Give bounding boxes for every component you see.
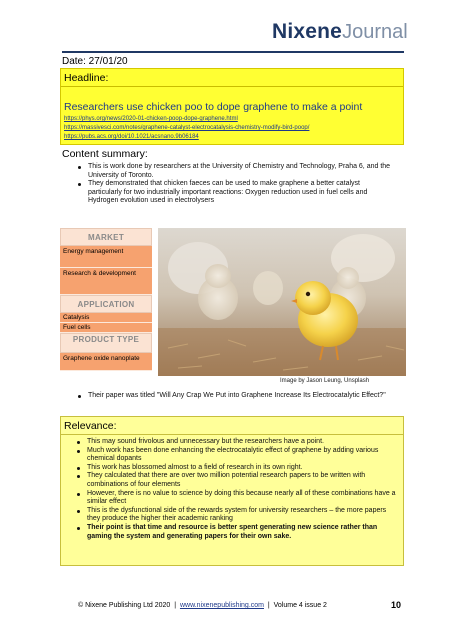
source-link-phys[interactable]: https://phys.org/news/2020-01-chicken-poop-dope-graphene.html (64, 116, 238, 122)
list-item: This work has blossomed almost to a field of research in its own right. (75, 464, 397, 473)
application-item: Catalysis (60, 313, 152, 323)
list-item: Much work has been done enhancing the electrocatalytic effect of graphene by adding various chemical dopants (75, 447, 397, 464)
headline-label: Headline: (64, 72, 109, 84)
source-link-acs[interactable]: https://pubs.acs.org/doi/10.1021/acsnano.9b06184 (64, 134, 199, 140)
list-item: However, there is no value to science by doing this because nearly all of these combinations have a similar effect (75, 490, 397, 507)
content-summary-title: Content summary: (62, 148, 148, 160)
market-heading: MARKET (60, 228, 152, 246)
market-item: Research & development (60, 268, 152, 295)
page-number: 10 (391, 600, 402, 610)
list-item: Their point is that time and resource is better spent generating new science rather than gaming the system and generating papers for their own sake. (75, 524, 397, 541)
list-item: Their paper was titled "Will Any Crap We Put into Graphene Increase Its Electrocatalytic Effect?" (76, 392, 396, 401)
market-item: Energy management (60, 246, 152, 268)
paper-title-list (76, 392, 396, 401)
product-type-heading: PRODUCT TYPE (60, 333, 152, 353)
application-heading: APPLICATION (60, 295, 152, 313)
relevance-divider (61, 434, 403, 435)
headline-title: Researchers use chicken poo to dope graphene to make a point (64, 101, 363, 113)
header-rule (62, 51, 404, 53)
relevance-list (75, 438, 397, 541)
classification-sidebar (60, 228, 152, 371)
nixene-journal-logo (272, 20, 408, 44)
list-item: This is the dysfunctional side of the rewards system for university researchers – the more papers they produce the higher their academic ranking (75, 507, 397, 524)
footer-separator: | (174, 602, 177, 609)
list-item: They calculated that there are over two million potential research papers to be written with combinations of four elements (75, 472, 397, 489)
product-type-item: Graphene oxide nanoplate (60, 353, 152, 371)
headline-box (60, 68, 404, 145)
chicks-image (158, 228, 406, 376)
relevance-title: Relevance: (64, 420, 117, 432)
headline-divider (61, 86, 403, 87)
photo-credit: Image by Jason Leung, Unsplash (280, 378, 370, 384)
footer (78, 602, 327, 609)
date-line: Date: 27/01/20 (62, 56, 128, 67)
footer-url-link[interactable]: www.nixenepublishing.com (179, 602, 264, 609)
logo-brand: Nixene (272, 20, 343, 43)
source-link-massivesci[interactable]: https://massivesci.com/notes/graphene-catalyst-electrocatalysis-chemistry-modify-bird-poop/ (64, 125, 310, 131)
list-item: They demonstrated that chicken faeces can be used to make graphene a better catalyst particularly for two industrially important reactions: Oxygen reduction used in fuel cells and Hydrogen evolution used in electrolysers (76, 180, 394, 206)
chicks-photo (158, 228, 406, 376)
list-item: This is work done by researchers at the University of Chemistry and Technology, Praha 6, and the University of Toronto. (76, 163, 394, 180)
footer-separator: | (267, 602, 270, 609)
footer-volume: Volume 4 issue 2 (273, 602, 327, 609)
list-item: This may sound frivolous and unnecessary but the researchers have a point. (75, 438, 397, 447)
footer-copyright: © Nixene Publishing Ltd 2020 (78, 602, 171, 609)
application-item: Fuel cells (60, 323, 152, 333)
relevance-box (60, 416, 404, 566)
logo-word: Journal (342, 21, 408, 43)
summary-list (76, 163, 394, 206)
